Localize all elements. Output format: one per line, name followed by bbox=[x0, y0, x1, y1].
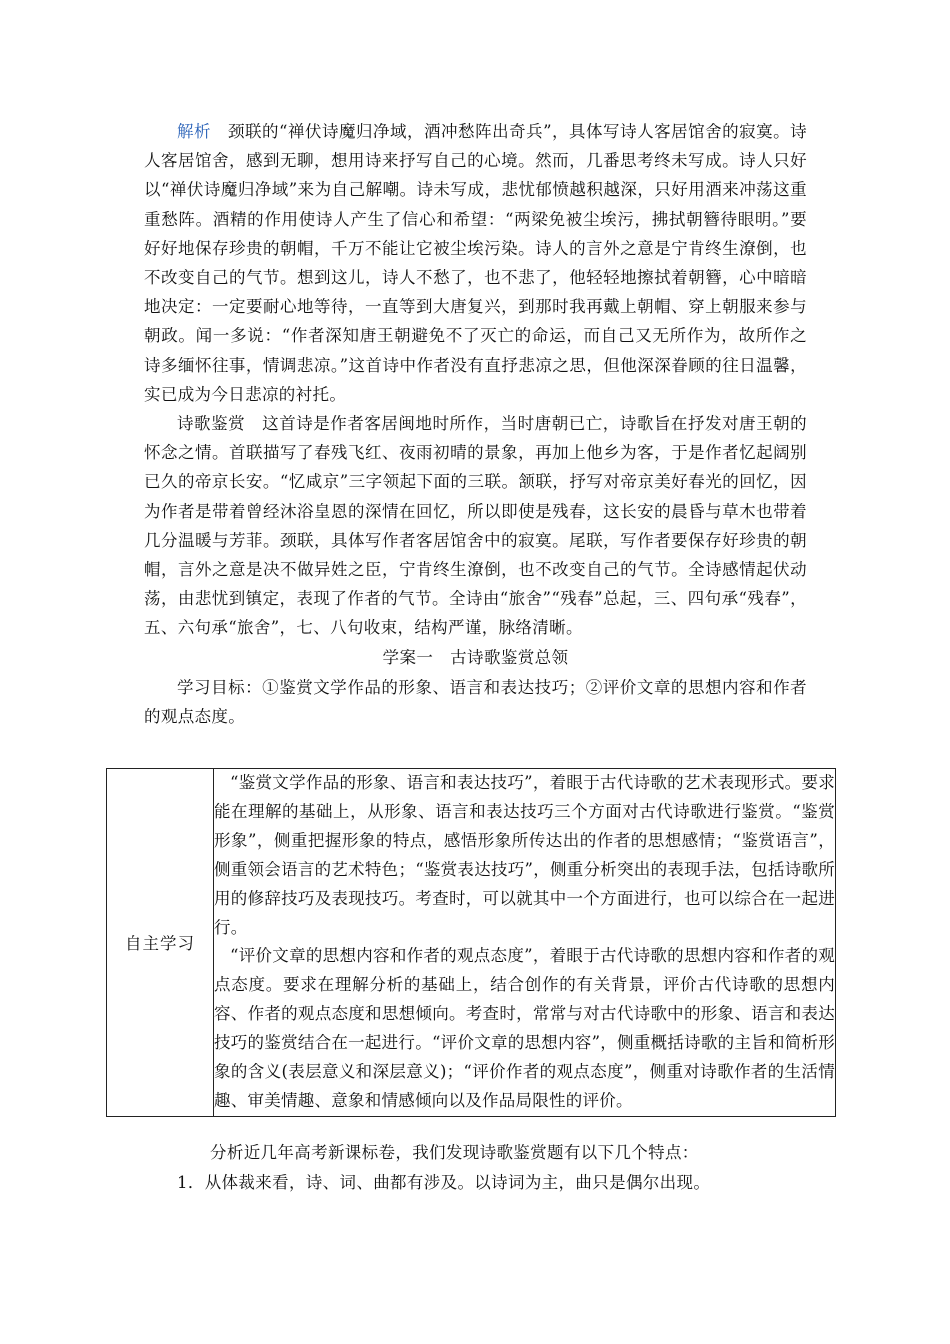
appreciation-label: 诗歌鉴赏 bbox=[177, 414, 246, 434]
table-row bbox=[107, 769, 836, 1117]
appreciation-text: 这首诗是作者客居闽地时所作，当时唐朝已亡，诗歌旨在抒发对唐王朝的怀念之情。首联描写了春残飞红、夜雨初晴的景象，再加上他乡为客，于是作者忆起阔别已久的帝京长安。“忆咸京”三字领起下面的三联。颔联，抒写对帝京美好春光的回忆，因为作者是带着曾经沐浴皇恩的深情在回忆，所以即使是残春，这长安的晨昏与草木也带着几分温暖与芳菲。颈联，具体写作者客居馆舍中的寂寞。尾联，写作者要保存好珍贵的朝帽，言外之意是决不做异姓之臣，宁肯终生潦倒，也不改变自己的气节。全诗感情起伏动荡，由悲忧到镇定，表现了作者的气节。全诗由“旅舍”“残春”总起，三、四句承“残春”，五、六句承“旅舍”，七、八句收束，结构严谨，脉络清晰。 bbox=[144, 414, 807, 638]
appreciation-paragraph bbox=[144, 409, 807, 643]
table-paragraph-2: “评价文章的思想内容和作者的观点态度”，着眼于古代诗歌的思想内容和作者的观点态度。要求在理解分析的基础上，结合创作的有关背景，评价古代诗歌的思想内容、作者的观点态度和思想倾向。考查时，常常与对古代诗歌中的形象、语言和表达技巧的鉴赏结合在一起进行。“评价文章的思想内容”，侧重概括诗歌的主旨和简析形象的含义(表层意义和深层意义)；“评价作者的观点态度”，侧重对诗歌作者的生活情趣、审美情趣、意象和情感倾向以及作品局限性的评价。 bbox=[214, 946, 835, 1110]
analysis-intro-line: 分析近几年高考新课标卷，我们发现诗歌鉴赏题有以下几个特点： bbox=[210, 1143, 699, 1162]
learning-objective: 学习目标：①鉴赏文学作品的形象、语言和表达技巧；②评价文章的思想内容和作者的观点态度。 bbox=[144, 677, 807, 726]
feature-item-1: 1．从体裁来看，诗、词、曲都有涉及。以诗词为主，曲只是偶尔出现。 bbox=[177, 1172, 711, 1192]
self-study-table bbox=[106, 768, 836, 1117]
table-paragraph-1: “鉴赏文学作品的形象、语言和表达技巧”，着眼于古代诗歌的艺术表现形式。要求能在理解的基础上，从形象、语言和表达技巧三个方面对古代诗歌进行鉴赏。“鉴赏形象”，侧重把握形象的特点，感悟形象所传达出的作者的思想感情；“鉴赏语言”，侧重领会语言的艺术特色；“鉴赏表达技巧”，侧重分析突出的表现手法，包括诗歌所用的修辞技巧及表现技巧。考查时，可以就其中一个方面进行，也可以综合在一起进行。 bbox=[214, 773, 835, 937]
after-table-text bbox=[144, 1138, 824, 1197]
analysis-paragraph bbox=[144, 117, 807, 409]
section-heading: 学案一 古诗歌鉴赏总领 bbox=[382, 647, 569, 667]
analysis-text: 颈联的“禅伏诗魔归净域，酒冲愁阵出奇兵”，具体写诗人客居馆舍的寂寞。诗人客居馆舍，感到无聊，想用诗来抒写自己的心境。然而，几番思考终未写成。诗人只好以“禅伏诗魔归净域”来为自己解嘲。诗未写成，悲忧郁愤越积越深，只好用酒来冲荡这重重愁阵。酒精的作用使诗人产生了信心和希望：“两梁免被尘埃污，拂拭朝簪待眼明。”要好好地保存珍贵的朝帽，千万不能让它被尘埃污染。诗人的言外之意是宁肯终生潦倒，也不改变自己的气节。想到这儿，诗人不愁了，也不悲了，他轻轻地擦拭着朝簪，心中暗暗地决定：一定要耐心地等待，一直等到大唐复兴，到那时我再戴上朝帽、穿上朝服来参与朝政。闻一多说：“作者深知唐王朝避免不了灭亡的命运，而自己又无所作为，故所作之诗多缅怀往事，情调悲凉。”这首诗中作者没有直抒悲凉之思，但他深深眷顾的往日温馨，实已成为今日悲凉的衬托。 bbox=[144, 122, 807, 404]
document-body bbox=[144, 117, 807, 731]
analysis-label: 解析 bbox=[177, 122, 212, 141]
self-study-content bbox=[214, 769, 836, 1117]
self-study-label: 自主学习 bbox=[107, 769, 214, 1117]
